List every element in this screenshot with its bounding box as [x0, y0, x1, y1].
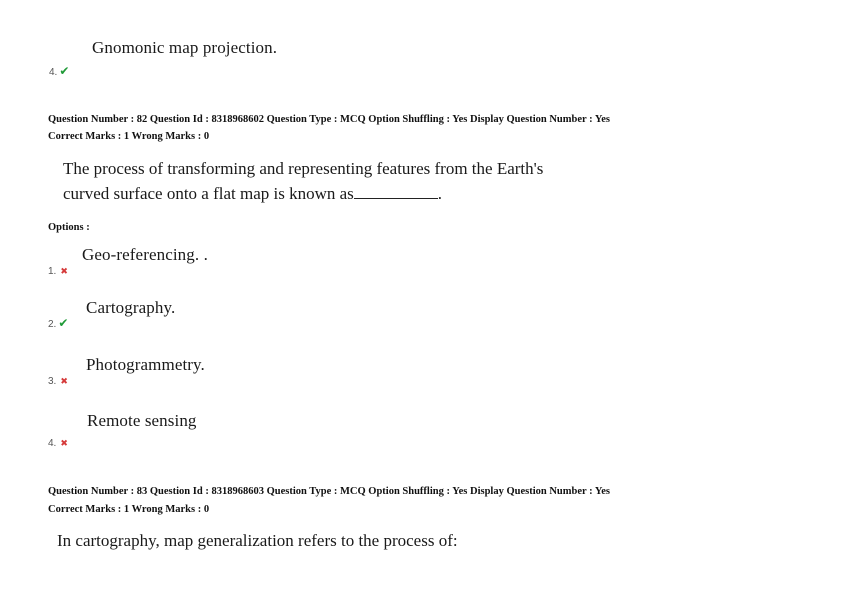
option-4-number: 4.: [48, 438, 57, 449]
prev-option-text: Gnomonic map projection.: [92, 38, 278, 57]
option-1-text: Geo-referencing. .: [82, 245, 208, 264]
prev-option-marker: [49, 62, 69, 80]
question-82-text-line1: The process of transforming and representing features from the Earth's: [63, 159, 544, 178]
option-4-text: Remote sensing: [87, 411, 197, 430]
cross-icon: ✖: [60, 267, 68, 277]
option-2-marker: [48, 314, 68, 332]
option-3-marker: [48, 371, 68, 389]
cross-icon: ✖: [60, 377, 68, 387]
question-82-meta-line2: Correct Marks : 1 Wrong Marks : 0: [48, 131, 210, 142]
cross-icon: ✖: [60, 439, 68, 449]
option-1-number: 1.: [48, 266, 57, 277]
option-2-number: 2.: [48, 319, 57, 330]
question-83-meta-line1: Question Number : 83 Question Id : 8318968603 Question Type : MCQ Option Shuffling : Yes Display Question Number : Yes: [48, 486, 611, 497]
option-1-marker: [48, 261, 68, 279]
option-3-text: Photogrammetry.: [86, 355, 205, 374]
option-2-text: Cartography.: [86, 298, 176, 317]
question-82-meta-line1: Question Number : 82 Question Id : 8318968602 Question Type : MCQ Option Shuffling : Yes Display Question Number : Yes: [48, 114, 611, 125]
question-83-meta-line2: Correct Marks : 1 Wrong Marks : 0: [48, 504, 210, 515]
check-icon: ✔: [59, 64, 70, 78]
question-82-text-line2-end: .: [437, 184, 443, 203]
option-4-marker: [48, 433, 68, 451]
question-82-text-line2: [63, 181, 442, 206]
question-82-text-line2-body: curved surface onto a flat map is known as: [63, 184, 354, 203]
options-label: Options :: [48, 222, 90, 233]
option-3-number: 3.: [48, 376, 57, 387]
prev-option-number: 4.: [49, 67, 58, 78]
check-icon: ✔: [58, 316, 69, 330]
question-83-text-line1: In cartography, map generalization refers to the process of:: [57, 531, 458, 550]
answer-blank: [354, 183, 438, 199]
